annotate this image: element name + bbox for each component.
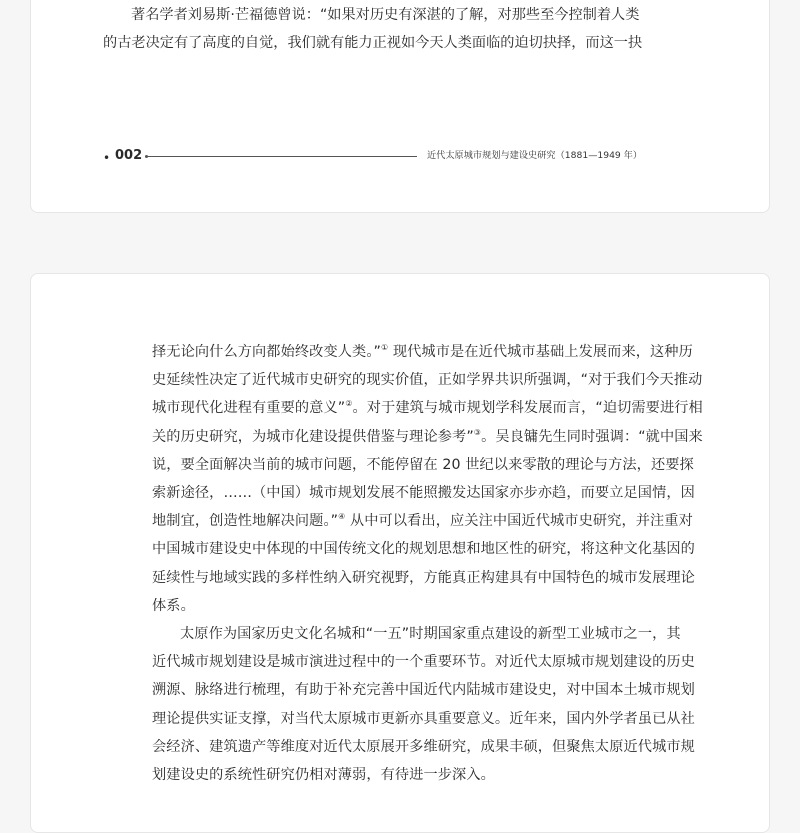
upper-page bbox=[30, 0, 770, 213]
page-number: 002 bbox=[115, 148, 143, 163]
upper-page-text bbox=[103, 1, 663, 57]
text-line: 的古老决定有了高度的自觉，我们就有能力正视如今天人类面临的迫切抉择，而这一抉 bbox=[103, 35, 643, 51]
page-footer bbox=[103, 148, 663, 168]
footnote-ref-2[interactable]: ② bbox=[345, 399, 353, 409]
footnote-ref-1[interactable]: ① bbox=[380, 343, 389, 352]
text-line: 近代城市规划建设是城市演进过程中的一个重要环节。对近代太原城市规划建设的历史 bbox=[152, 654, 695, 671]
text-line: 索新途径，……（中国）城市规划发展不能照搬发达国家亦步亦趋，而要立足国情，因 bbox=[152, 485, 695, 502]
text-line: 中国城市建设史中体现的中国传统文化的规划思想和地区性的研究，将这种文化基因的 bbox=[152, 541, 695, 558]
text-line bbox=[152, 338, 698, 366]
text-run: 关的历史研究，为城市化建设提供借鉴与理论参考” bbox=[152, 428, 474, 445]
text-run: 。吴良镛先生同时强调：“就中国来 bbox=[481, 428, 703, 445]
footer-rule bbox=[147, 156, 417, 157]
text-line: 延续性与地域实践的多样性纳入研究视野，方能真正构建具有中国特色的城市发展理论 bbox=[152, 569, 695, 586]
text-run: 现代城市是在近代城市基础上发展而来，这种历 bbox=[388, 344, 693, 360]
footnote-ref-3[interactable]: ③ bbox=[473, 427, 482, 437]
footnote-ref-4[interactable]: ④ bbox=[338, 512, 346, 522]
text-run: 城市现代化进程有重要的意义” bbox=[152, 400, 346, 417]
text-run: 。对于建筑与城市规划学科发展而言，“迫切需要进行相 bbox=[352, 400, 703, 417]
text-line: 体系。 bbox=[152, 597, 195, 614]
body-text bbox=[152, 338, 703, 789]
footer-bullet: • bbox=[103, 151, 111, 165]
text-line: 太原作为国家历史文化名城和“一五”时期国家重点建设的新型工业城市之一，其 bbox=[180, 626, 681, 643]
text-run: 从中可以看出，应关注中国近代城市史研究，并注重对 bbox=[345, 513, 693, 530]
text-line: 理论提供实证支撑，对当代太原城市更新亦具重要意义。近年来，国内外学者虽已从社 bbox=[152, 710, 695, 727]
text-line bbox=[152, 394, 703, 422]
text-line: 著名学者刘易斯·芒福德曾说：“如果对历史有深湛的了解，对那些至今控制着人类 bbox=[131, 7, 640, 23]
text-run: 地制宜，创造性地解决问题。” bbox=[152, 513, 339, 530]
lower-page bbox=[30, 273, 770, 833]
text-line bbox=[152, 507, 698, 535]
text-run: 择无论向什么方向都始终改变人类。” bbox=[152, 344, 381, 360]
text-line: 溯源、脉络进行梳理，有助于补充完善中国近代内陆城市建设史，对中国本土城市规划 bbox=[152, 682, 695, 699]
text-line: 史延续性决定了近代城市史研究的现实价值，正如学界共识所强调，“对于我们今天推动 bbox=[152, 372, 703, 389]
text-line: 说，要全面解决当前的城市问题，不能停留在 20 世纪以来零散的理论与方法，还要探 bbox=[152, 456, 694, 473]
text-line bbox=[152, 423, 703, 451]
text-line: 会经济、建筑遗产等维度对近代太原展开多维研究，成果丰硕，但聚焦太原近代城市规 bbox=[152, 738, 695, 755]
running-title: 近代太原城市规划与建设史研究（1881—1949 年） bbox=[427, 150, 643, 161]
text-line: 划建设史的系统性研究仍相对薄弱，有待进一步深入。 bbox=[152, 767, 495, 784]
